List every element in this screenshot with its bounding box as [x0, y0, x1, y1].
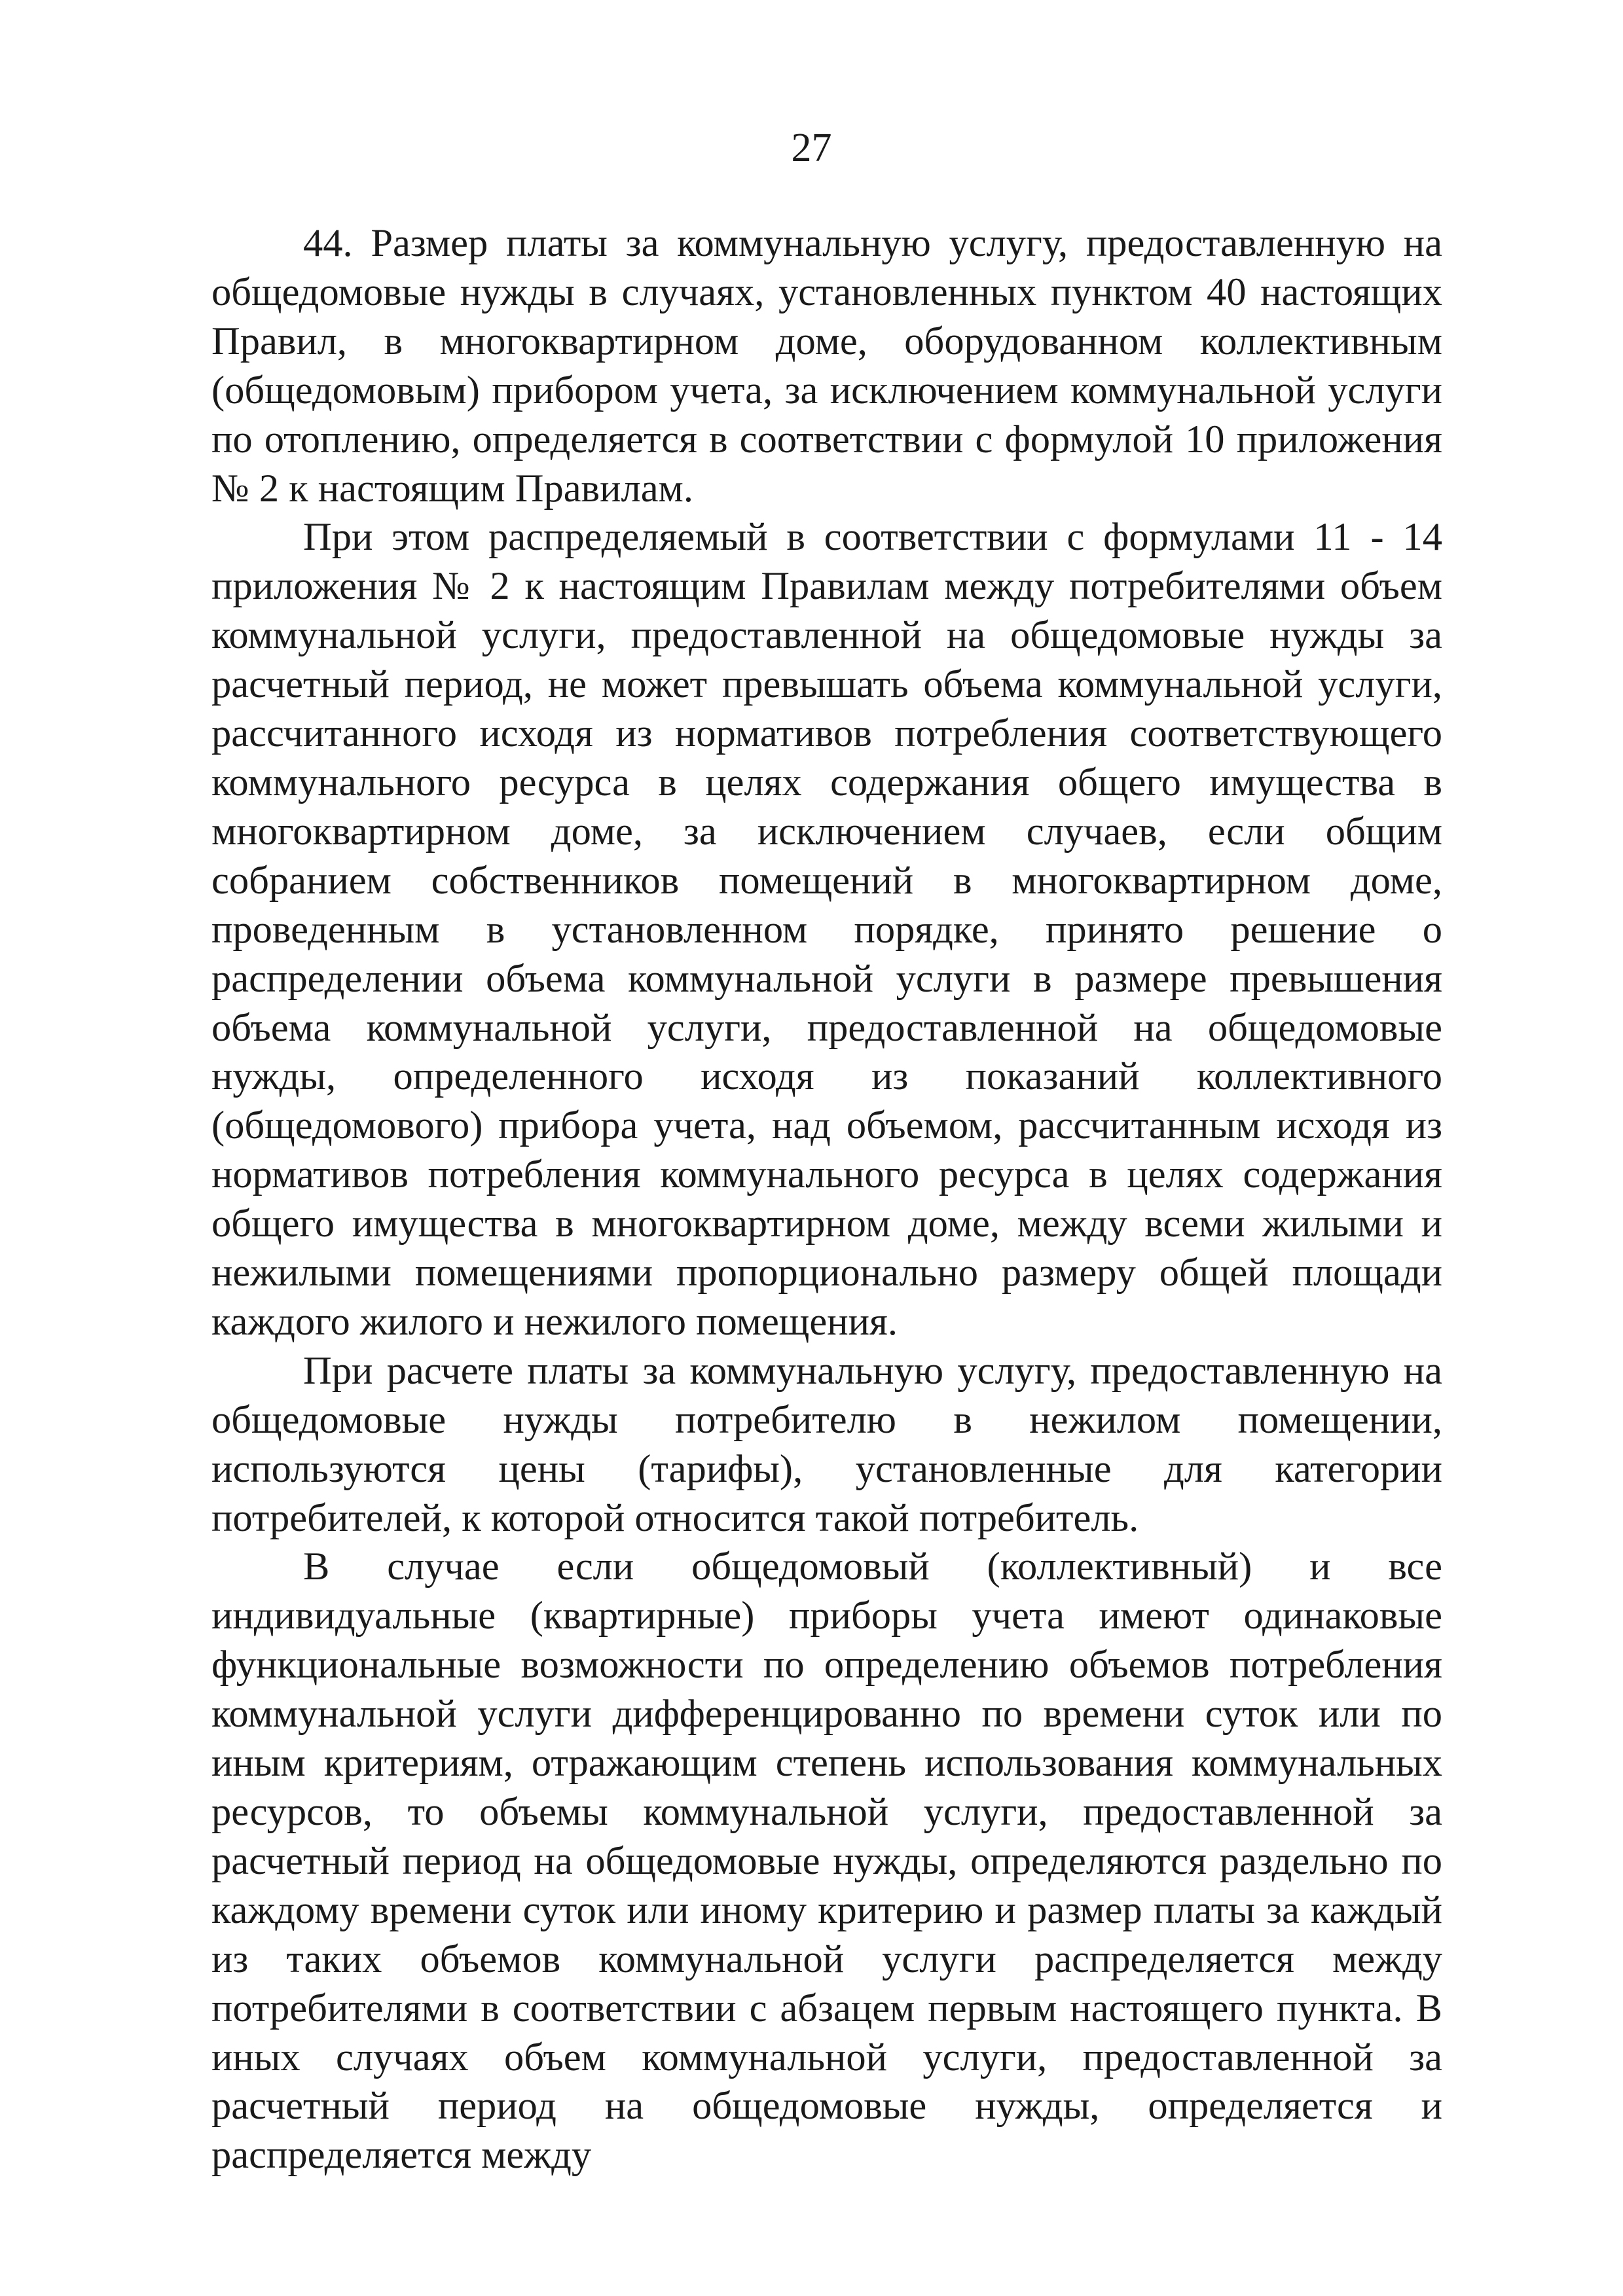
page-number: 27: [791, 126, 832, 170]
paragraph-time-of-day-metering: В случае если общедомовый (коллективный) и все индивидуальные (квартирные) приборы учета имеют одинаковые функциональные возможности по определению объемов потребления коммунальной услуги дифференцированно по времени суток или по иным критериям, отражающим степень использования коммунальных ресурсов, то объемы коммунальной услуги, предоставленной за расчетный период на общедомовые нужды, определяются раздельно по каждому времени суток или иному критерию и размер платы за каждый из таких объемов коммунальной услуги распределяется между потребителями в соответствии с абзацем первым настоящего пункта. В иных случаях объем коммунальной услуги, предоставленной за расчетный период на общедомовые нужды, определяется и распределяется между: [211, 1545, 1442, 2178]
paragraph-distribution-limit: При этом распределяемый в соответствии с формулами 11 - 14 приложения № 2 к настоящим Правилам между потребителями объем коммунальной услуги, предоставленной на общедомовые нужды за расчетный период, не может превышать объема коммунальной услуги, рассчитанного исходя из нормативов потребления соответствующего коммунального ресурса в целях содержания общего имущества в многоквартирном доме, за исключением случаев, если общим собранием собственников помещений в многоквартирном доме, проведенным в установленном порядке, принято решение о распределении объема коммунальной услуги в размере превышения объема коммунальной услуги, предоставленной на общедомовые нужды, определенного исходя из показаний коллективного (общедомового) прибора учета, над объемом, рассчитанным исходя из нормативов потребления коммунального ресурса в целях содержания общего имущества в многоквартирном доме, между всеми жилыми и нежилыми помещениями пропорционально размеру общей площади каждого жилого и нежилого помещения.: [211, 515, 1442, 1344]
document-body: [211, 219, 1442, 2180]
paragraph-non-residential-tariff: При расчете платы за коммунальную услугу, предоставленную на общедомовые нужды потребителю в нежилом помещении, используются цены (тарифы), установленные для категории потребителей, к которой относится такой потребитель.: [211, 1348, 1442, 1540]
paragraph-44-intro: 44. Размер платы за коммунальную услугу, предоставленную на общедомовые нужды в случаях, установленных пунктом 40 настоящих Правил, в многоквартирном доме, оборудованном коллективным (общедомовым) прибором учета, за исключением коммунальной услуги по отоплению, определяется в соответствии с формулой 10 приложения № 2 к настоящим Правилам.: [211, 221, 1442, 511]
